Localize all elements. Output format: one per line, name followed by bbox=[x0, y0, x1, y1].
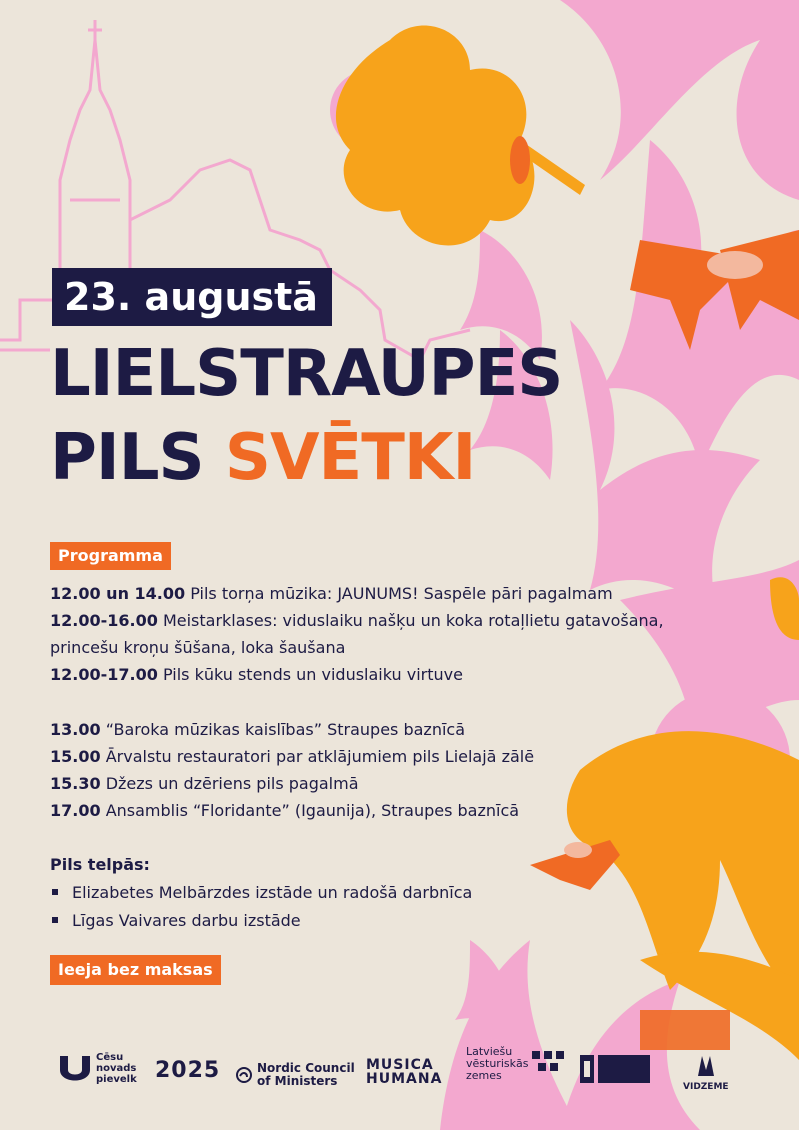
item-time: 13.00 bbox=[50, 720, 101, 739]
list-item bbox=[50, 743, 710, 770]
logo-text: pievelk bbox=[96, 1074, 137, 1085]
logo-text: vēsturiskās bbox=[466, 1057, 529, 1070]
logo-text: of Ministers bbox=[257, 1074, 338, 1088]
cesu-u-icon bbox=[58, 1054, 92, 1084]
vidzeme-logo bbox=[683, 1054, 729, 1093]
title-svetki: SVĒTKI bbox=[224, 421, 476, 495]
pattern-icon bbox=[530, 1049, 570, 1079]
list-item bbox=[50, 883, 472, 902]
logo-text: novads bbox=[96, 1063, 137, 1074]
kkf-icon bbox=[580, 1055, 650, 1087]
bullet-icon bbox=[52, 917, 58, 923]
list-item bbox=[50, 634, 710, 661]
free-entry-badge: Ieeja bez maksas bbox=[50, 955, 221, 985]
title-pils: PILS bbox=[50, 421, 204, 495]
item-time: 12.00 un 14.00 bbox=[50, 584, 186, 603]
logo-text: Latviešu bbox=[466, 1045, 513, 1058]
page-title-line1: LIELSTRAUPES bbox=[50, 337, 563, 411]
item-text: “Baroka mūzikas kaislības” Straupes baznīcā bbox=[105, 720, 466, 739]
item-text: Pils torņa mūzika: JAUNUMS! Saspēle pāri pagalmam bbox=[190, 584, 613, 603]
list-item bbox=[50, 716, 710, 743]
item-time: 12.00-17.00 bbox=[50, 665, 158, 684]
list-item bbox=[50, 770, 710, 797]
logo-text: HUMANA bbox=[366, 1071, 443, 1087]
kkf-logo bbox=[580, 1055, 650, 1087]
logo-text: Cēsu bbox=[96, 1052, 124, 1063]
vidzeme-icon bbox=[694, 1054, 718, 1078]
latviesu-zemes-logo bbox=[466, 1046, 570, 1082]
event-date: 23. augustā bbox=[52, 268, 332, 326]
logo-text: 2025 bbox=[155, 1058, 221, 1083]
cesu-novads-logo bbox=[58, 1052, 137, 1085]
list-item bbox=[50, 661, 710, 688]
bullet-text: Elizabetes Melbārzdes izstāde un radošā darbnīca bbox=[72, 883, 473, 902]
item-text: Ansamblis “Floridante” (Igaunija), Straupes baznīcā bbox=[105, 801, 520, 820]
logo-text: Nordic Council bbox=[257, 1061, 355, 1075]
bullet-icon bbox=[52, 889, 58, 895]
item-text: Džezs un dzēriens pils pagalmā bbox=[105, 774, 359, 793]
list-item bbox=[50, 797, 710, 824]
program-list bbox=[50, 580, 710, 824]
item-time: 15.00 bbox=[50, 747, 101, 766]
page-title-line2 bbox=[50, 422, 475, 494]
logo-text: VIDZEME bbox=[683, 1082, 729, 1092]
bullet-text: Līgas Vaivares darbu izstāde bbox=[72, 911, 301, 930]
item-text: Pils kūku stends un viduslaiku virtuve bbox=[162, 665, 463, 684]
program-label: Programma bbox=[50, 542, 171, 570]
logo-text: zemes bbox=[466, 1069, 502, 1082]
item-text: princešu kroņu šūšana, loka šaušana bbox=[50, 638, 346, 657]
year-2025-logo bbox=[155, 1058, 220, 1083]
swan-icon bbox=[235, 1066, 253, 1084]
logo-text: MUSICA bbox=[366, 1057, 434, 1073]
list-item bbox=[50, 607, 710, 634]
item-time: 17.00 bbox=[50, 801, 101, 820]
castle-rooms-heading: Pils telpās: bbox=[50, 855, 150, 874]
item-text: Meistarklases: viduslaiku našķu un koka rotaļlietu gatavošana, bbox=[162, 611, 664, 630]
musica-humana-logo bbox=[366, 1058, 442, 1086]
list-item bbox=[50, 580, 710, 607]
item-time: 12.00-16.00 bbox=[50, 611, 158, 630]
item-time: 15.30 bbox=[50, 774, 101, 793]
nordic-council-logo bbox=[235, 1062, 355, 1088]
item-text: Ārvalstu restauratori par atklājumiem pils Lielajā zālē bbox=[105, 747, 535, 766]
list-item bbox=[50, 911, 301, 930]
